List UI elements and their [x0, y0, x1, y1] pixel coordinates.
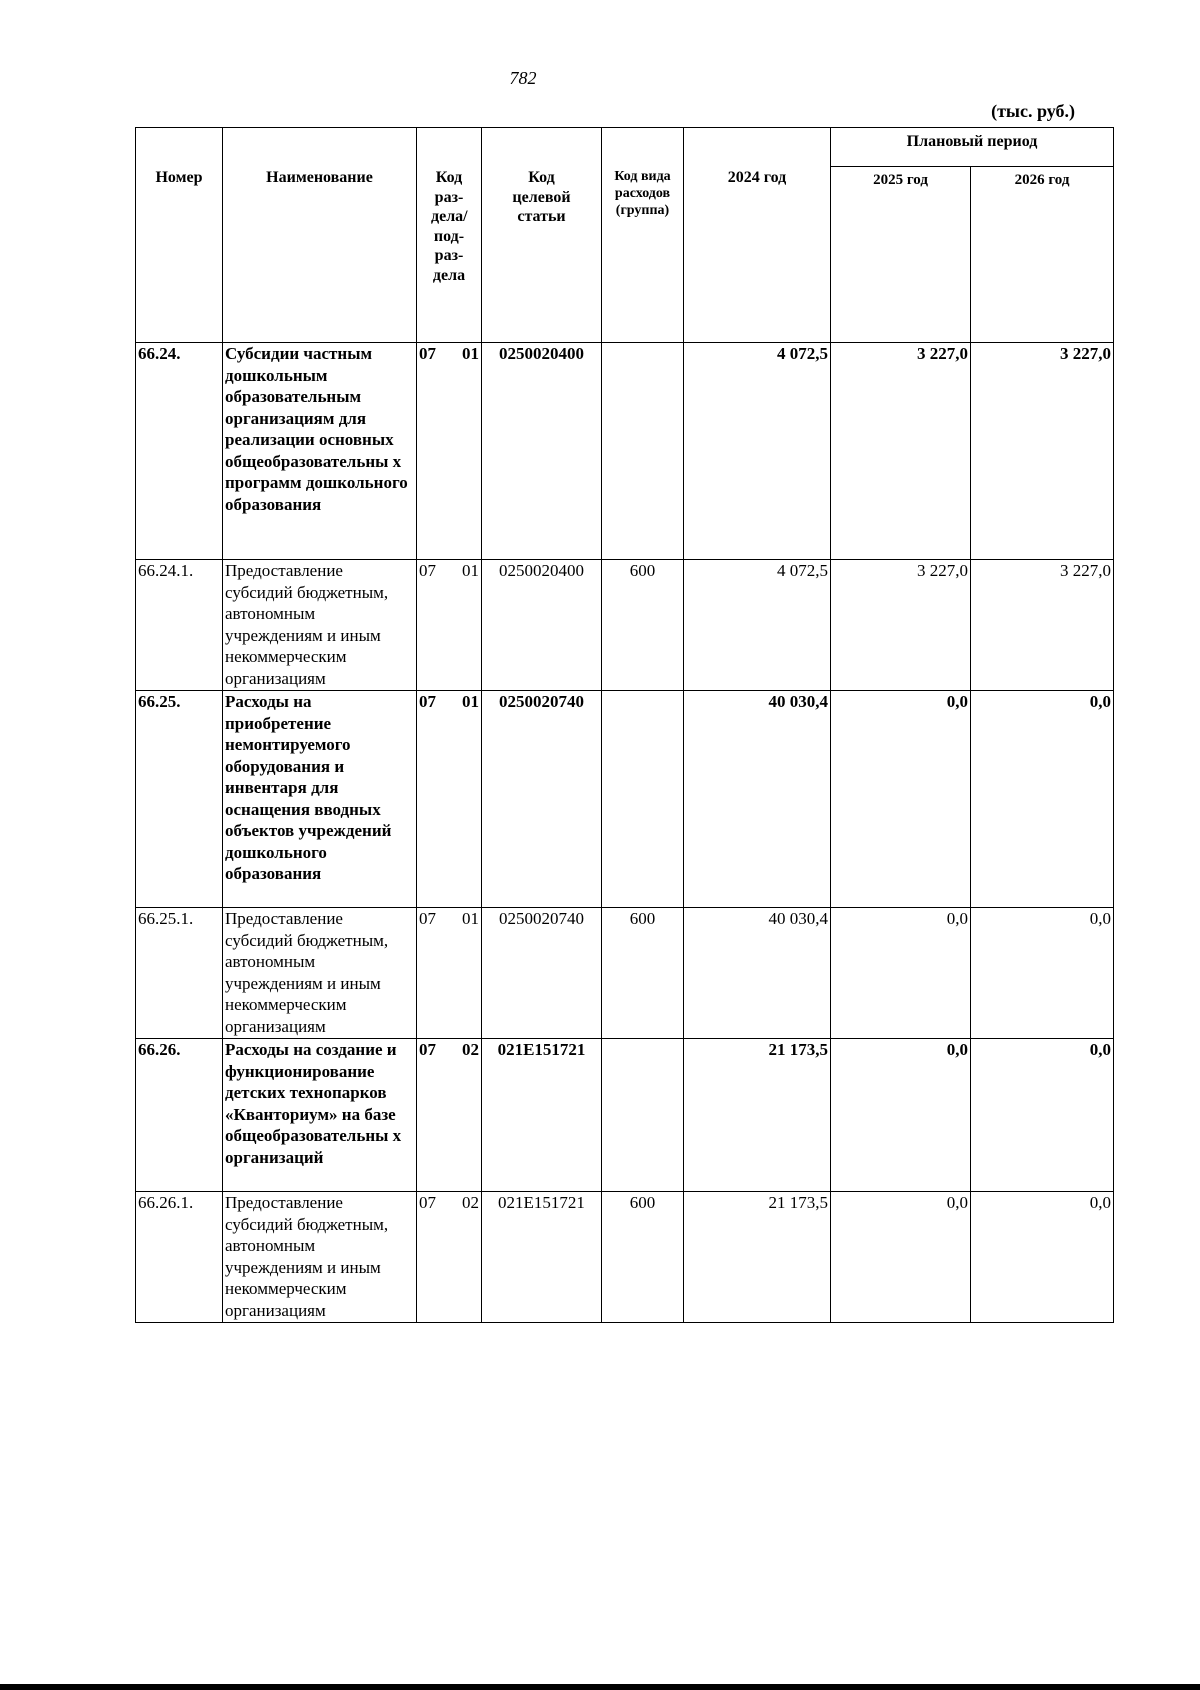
row-name: Субсидии частным дошкольным образовательным организациям для реализации основных общеобразовательны х программ дошкольного образования [223, 343, 417, 560]
scan-border [0, 1684, 1200, 1690]
row-amount-2026: 3 227,0 [971, 560, 1114, 691]
row-number: 66.25.1. [136, 908, 223, 1039]
row-target-code: 0250020740 [482, 691, 602, 908]
row-amount-2025: 3 227,0 [831, 560, 971, 691]
row-amount-2026: 0,0 [971, 908, 1114, 1039]
row-section-code [417, 1039, 482, 1192]
row-amount-2024: 4 072,5 [684, 560, 831, 691]
row-name: Расходы на приобретение немонтируемого оборудования и инвентаря для оснащения вводных объектов учреждений дошкольного образования [223, 691, 417, 908]
row-amount-2025: 0,0 [831, 691, 971, 908]
row-subsection: 01 [462, 344, 479, 363]
header-year-2026: 2026 год [971, 167, 1114, 343]
row-target-code: 021E151721 [482, 1039, 602, 1192]
row-name: Предоставление субсидий бюджетным, автономным учреждениям и иным некоммерческим организациям [223, 1192, 417, 1323]
row-amount-2026: 3 227,0 [971, 343, 1114, 560]
row-section: 07 [419, 1040, 436, 1059]
row-subsection: 01 [462, 909, 479, 928]
units-label: (тыс. руб.) [991, 101, 1075, 121]
header-planning-period: Плановый период [831, 128, 1114, 167]
header-name: Наименование [223, 128, 417, 343]
budget-table [135, 127, 1114, 1323]
row-section-code [417, 560, 482, 691]
row-subsection: 02 [462, 1193, 479, 1212]
row-section: 07 [419, 909, 436, 928]
table-header [136, 128, 1114, 343]
row-expense-type [602, 1039, 684, 1192]
row-name: Предоставление субсидий бюджетным, автономным учреждениям и иным некоммерческим организациям [223, 908, 417, 1039]
row-amount-2025: 0,0 [831, 908, 971, 1039]
header-target-code: Код целевой статьи [482, 128, 602, 343]
row-amount-2025: 0,0 [831, 1039, 971, 1192]
row-name: Расходы на создание и функционирование детских технопарков «Кванториум» на базе общеобразовательны х организаций [223, 1039, 417, 1192]
header-section-code: Код раз- дела/ под- раз- дела [417, 128, 482, 343]
row-amount-2026: 0,0 [971, 691, 1114, 908]
row-expense-type: 600 [602, 1192, 684, 1323]
table-body [136, 343, 1114, 1323]
row-amount-2024: 40 030,4 [684, 691, 831, 908]
table-row [136, 343, 1114, 560]
row-section: 07 [419, 692, 436, 711]
row-target-code: 0250020400 [482, 560, 602, 691]
table-row [136, 1039, 1114, 1192]
row-target-code: 0250020740 [482, 908, 602, 1039]
row-amount-2026: 0,0 [971, 1039, 1114, 1192]
row-section-code [417, 1192, 482, 1323]
row-number: 66.25. [136, 691, 223, 908]
row-amount-2024: 4 072,5 [684, 343, 831, 560]
row-expense-type [602, 691, 684, 908]
row-expense-type: 600 [602, 560, 684, 691]
row-section-code [417, 908, 482, 1039]
row-section: 07 [419, 1193, 436, 1212]
table-row [136, 691, 1114, 908]
row-amount-2024: 40 030,4 [684, 908, 831, 1039]
row-target-code: 021E151721 [482, 1192, 602, 1323]
header-expense-type: Код вида расходов (группа) [602, 128, 684, 343]
row-section-code [417, 691, 482, 908]
row-amount-2026: 0,0 [971, 1192, 1114, 1323]
row-section-code [417, 343, 482, 560]
row-amount-2025: 3 227,0 [831, 343, 971, 560]
row-number: 66.26.1. [136, 1192, 223, 1323]
row-name: Предоставление субсидий бюджетным, автономным учреждениям и иным некоммерческим организациям [223, 560, 417, 691]
row-subsection: 02 [462, 1040, 479, 1059]
row-amount-2025: 0,0 [831, 1192, 971, 1323]
table-row [136, 908, 1114, 1039]
header-number: Номер [136, 128, 223, 343]
page-number: 782 [509, 68, 537, 88]
row-target-code: 0250020400 [482, 343, 602, 560]
header-year-2025: 2025 год [831, 167, 971, 343]
row-section: 07 [419, 561, 436, 580]
header-year-2024: 2024 год [684, 128, 831, 343]
table-row [136, 560, 1114, 691]
row-section: 07 [419, 344, 436, 363]
row-amount-2024: 21 173,5 [684, 1039, 831, 1192]
row-number: 66.24. [136, 343, 223, 560]
row-amount-2024: 21 173,5 [684, 1192, 831, 1323]
row-expense-type: 600 [602, 908, 684, 1039]
row-expense-type [602, 343, 684, 560]
row-number: 66.24.1. [136, 560, 223, 691]
row-subsection: 01 [462, 561, 479, 580]
row-subsection: 01 [462, 692, 479, 711]
row-number: 66.26. [136, 1039, 223, 1192]
table-row [136, 1192, 1114, 1323]
